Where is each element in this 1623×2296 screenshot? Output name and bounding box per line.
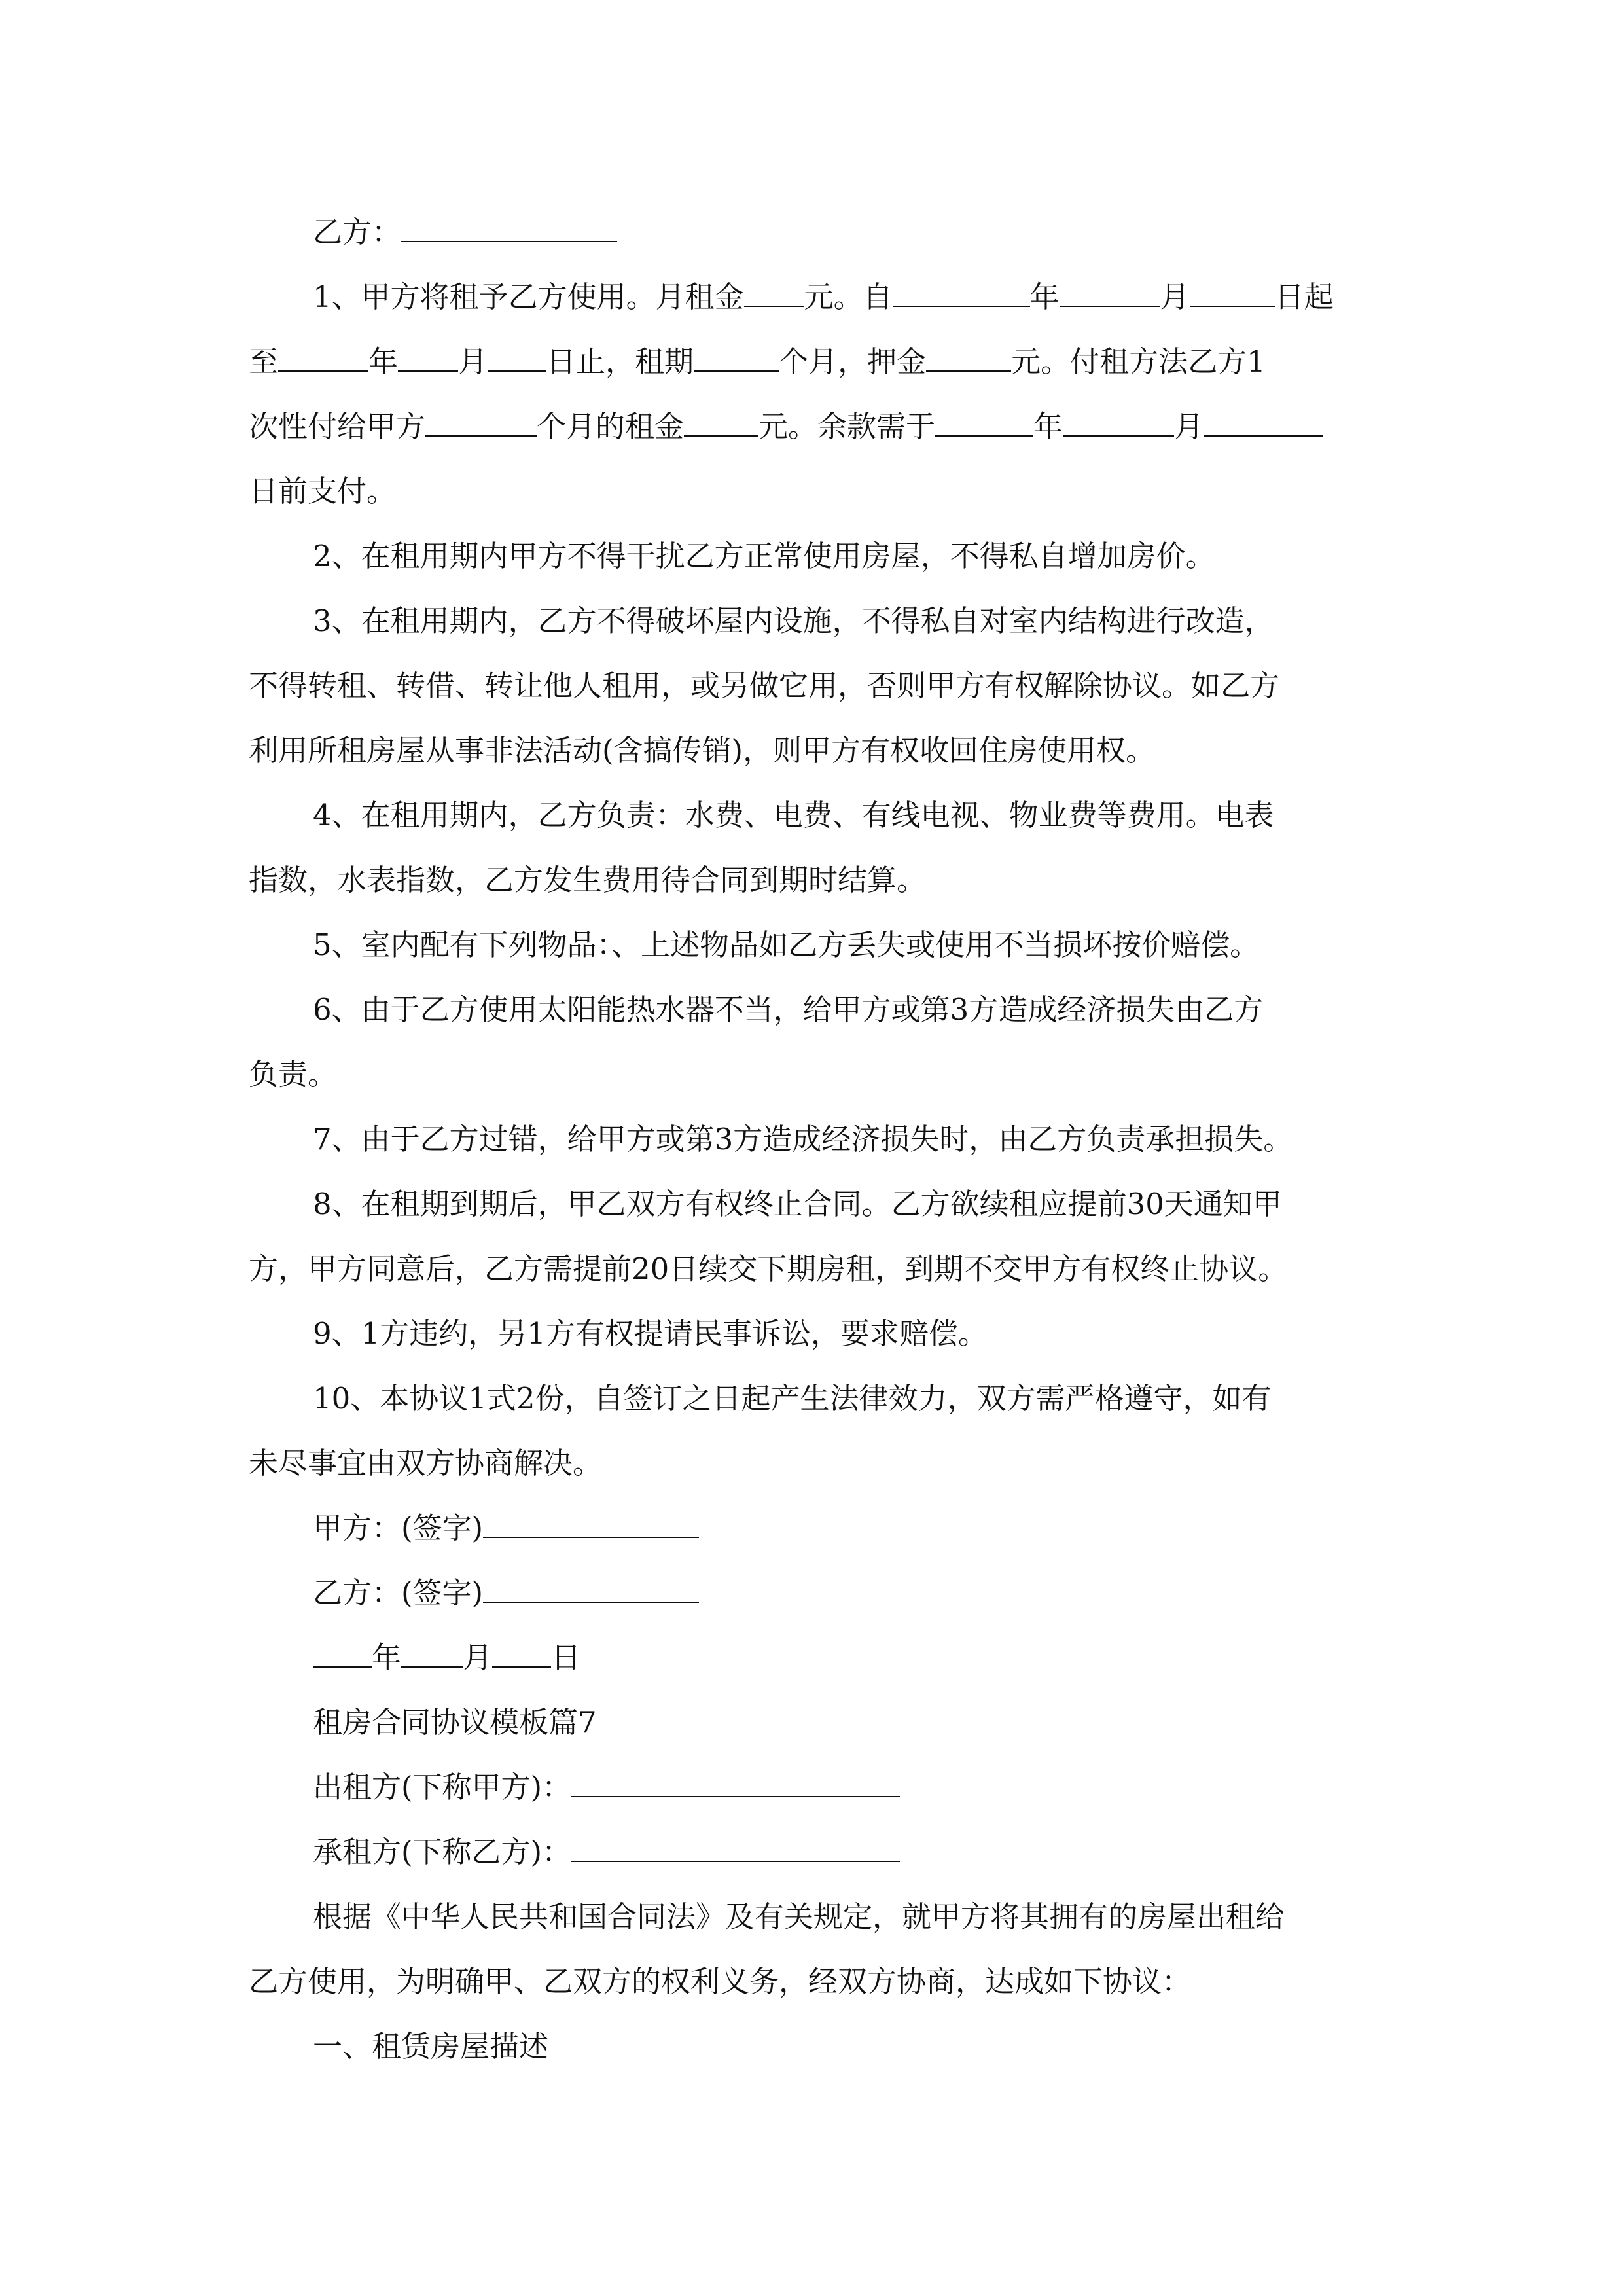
clause-1-text: 日前支付。 xyxy=(249,474,397,509)
date-text: 月 xyxy=(463,1640,493,1675)
clause-6-text: 6、由于乙方使用太阳能热水器不当，给甲方或第3方造成经济损失由乙方 xyxy=(313,992,1264,1027)
party-b-label: 乙方： xyxy=(313,215,402,249)
clause-6-line-1 xyxy=(313,978,1387,1042)
clause-1-text: 元。自 xyxy=(804,279,893,314)
section-heading-text: 一、租赁房屋描述 xyxy=(313,2029,549,2064)
clause-1-text: 元。付租方法乙方1 xyxy=(1011,344,1266,379)
section-heading-1 xyxy=(313,2015,1387,2079)
clause-1-text: 个月的租金 xyxy=(537,409,685,444)
preamble-line-2 xyxy=(249,1950,1387,2014)
balance-month-blank xyxy=(1063,399,1174,437)
clause-7 xyxy=(313,1107,1387,1172)
start-month-blank xyxy=(1060,269,1160,307)
lease-months-blank xyxy=(694,334,779,372)
signing-date xyxy=(313,1626,1387,1690)
clause-8-text: 8、在租期到期后，甲乙双方有权终止合同。乙方欲续租应提前30天通知甲 xyxy=(313,1187,1282,1221)
lessor-label: 出租方(下称甲方)： xyxy=(313,1770,572,1804)
prepay-months-blank xyxy=(425,399,537,437)
clause-8-line-1 xyxy=(313,1172,1387,1236)
start-year-blank xyxy=(893,269,1030,307)
clause-1-text: 年 xyxy=(368,344,399,379)
preamble-line-1 xyxy=(313,1885,1387,1949)
lessor-blank xyxy=(571,1759,900,1797)
lessor-line xyxy=(313,1755,1387,1820)
clause-8-text: 方，甲方同意后，乙方需提前20日续交下期房租，到期不交甲方有权终止协议。 xyxy=(249,1251,1288,1286)
clause-1-line-3 xyxy=(249,395,1387,459)
party-b-blank xyxy=(401,204,617,242)
date-year-blank xyxy=(313,1630,372,1668)
clause-3-line-3 xyxy=(249,719,1387,783)
clause-5-text: 5、室内配有下列物品：、上述物品如乙方丢失或使用不当损坏按价赔偿。 xyxy=(313,927,1260,962)
date-day-blank xyxy=(492,1630,551,1668)
prepay-amount-blank xyxy=(684,399,758,437)
clause-10-line-2 xyxy=(249,1431,1387,1496)
clause-1-line-1 xyxy=(313,265,1387,329)
clause-10-line-1 xyxy=(313,1367,1387,1431)
clause-1-text: 1、甲方将租予乙方使用。月租金 xyxy=(313,279,744,314)
clause-1-line-4 xyxy=(249,459,1387,524)
lessee-line xyxy=(313,1820,1387,1884)
lessee-label: 承租方(下称乙方)： xyxy=(313,1835,572,1869)
clause-3-text: 利用所租房屋从事非法活动(含搞传销)，则甲方有权收回住房使用权。 xyxy=(249,733,1156,768)
clause-9-text: 9、1方违约，另1方有权提请民事诉讼，要求赔偿。 xyxy=(313,1316,988,1351)
clause-4-line-1 xyxy=(313,783,1387,848)
preamble-text: 根据《中华人民共和国合同法》及有关规定，就甲方将其拥有的房屋出租给 xyxy=(313,1899,1285,1934)
balance-day-blank xyxy=(1204,399,1323,437)
clause-3-text: 3、在租用期内，乙方不得破坏屋内设施，不得私自对室内结构进行改造， xyxy=(313,603,1274,638)
party-b-signature-label: 乙方：(签字) xyxy=(313,1575,484,1610)
clause-1-text: 月 xyxy=(458,344,488,379)
clause-1-text: 年 xyxy=(1033,409,1063,444)
clause-1-text: 次性付给甲方 xyxy=(249,409,426,444)
deposit-blank xyxy=(926,334,1011,372)
clause-3-text: 不得转租、转借、转让他人租用，或另做它用，否则甲方有权解除协议。如乙方 xyxy=(249,668,1280,703)
party-a-signature-blank xyxy=(483,1500,699,1538)
date-text: 日 xyxy=(551,1640,581,1675)
clause-10-text: 未尽事宜由双方协商解决。 xyxy=(249,1446,603,1480)
party-b-line xyxy=(313,200,1387,264)
clause-5 xyxy=(313,913,1387,977)
rent-amount-blank xyxy=(744,269,804,307)
section-title xyxy=(313,1691,1387,1755)
date-text: 年 xyxy=(372,1640,402,1675)
clause-4-line-2 xyxy=(249,848,1387,912)
clause-1-line-2 xyxy=(249,330,1387,394)
clause-4-text: 4、在租用期内，乙方负责：水费、电费、有线电视、物业费等费用。电表 xyxy=(313,798,1274,833)
clause-1-text: 日止，租期 xyxy=(546,344,694,379)
clause-10-text: 10、本协议1式2份，自签订之日起产生法律效力，双方需严格遵守，如有 xyxy=(313,1381,1272,1416)
clause-3-line-2 xyxy=(249,654,1387,718)
party-a-signature xyxy=(313,1496,1387,1560)
clause-9 xyxy=(313,1302,1387,1366)
preamble-text: 乙方使用，为明确甲、乙双方的权利义务，经双方协商，达成如下协议： xyxy=(249,1964,1192,1999)
clause-1-text: 年 xyxy=(1029,279,1060,314)
section-title-text: 租房合同协议模板篇7 xyxy=(313,1705,597,1740)
party-a-signature-label: 甲方：(签字) xyxy=(313,1511,484,1545)
end-year-blank xyxy=(278,334,368,372)
clause-4-text: 指数，水表指数，乙方发生费用待合同到期时结算。 xyxy=(249,863,927,897)
lessee-blank xyxy=(571,1824,900,1862)
clause-6-line-2 xyxy=(249,1043,1387,1107)
end-day-blank xyxy=(488,334,546,372)
clause-1-text: 月 xyxy=(1160,279,1190,314)
clause-1-text: 日起 xyxy=(1274,279,1334,314)
clause-1-text: 元。余款需于 xyxy=(758,409,936,444)
start-day-blank xyxy=(1190,269,1275,307)
end-month-blank xyxy=(398,334,458,372)
balance-year-blank xyxy=(935,399,1033,437)
clause-1-text: 月 xyxy=(1174,409,1204,444)
party-b-signature-blank xyxy=(483,1565,699,1603)
party-b-signature xyxy=(313,1561,1387,1625)
date-month-blank xyxy=(401,1630,463,1668)
clause-7-text: 7、由于乙方过错，给甲方或第3方造成经济损失时，由乙方负责承担损失。 xyxy=(313,1122,1293,1157)
clause-1-text: 个月，押金 xyxy=(779,344,927,379)
clause-2 xyxy=(313,524,1387,588)
clause-1-text: 至 xyxy=(249,344,279,379)
clause-6-text: 负责。 xyxy=(249,1057,338,1092)
clause-2-text: 2、在租用期内甲方不得干扰乙方正常使用房屋，不得私自增加房价。 xyxy=(313,539,1215,573)
clause-3-line-1 xyxy=(313,589,1387,653)
clause-8-line-2 xyxy=(249,1237,1387,1301)
